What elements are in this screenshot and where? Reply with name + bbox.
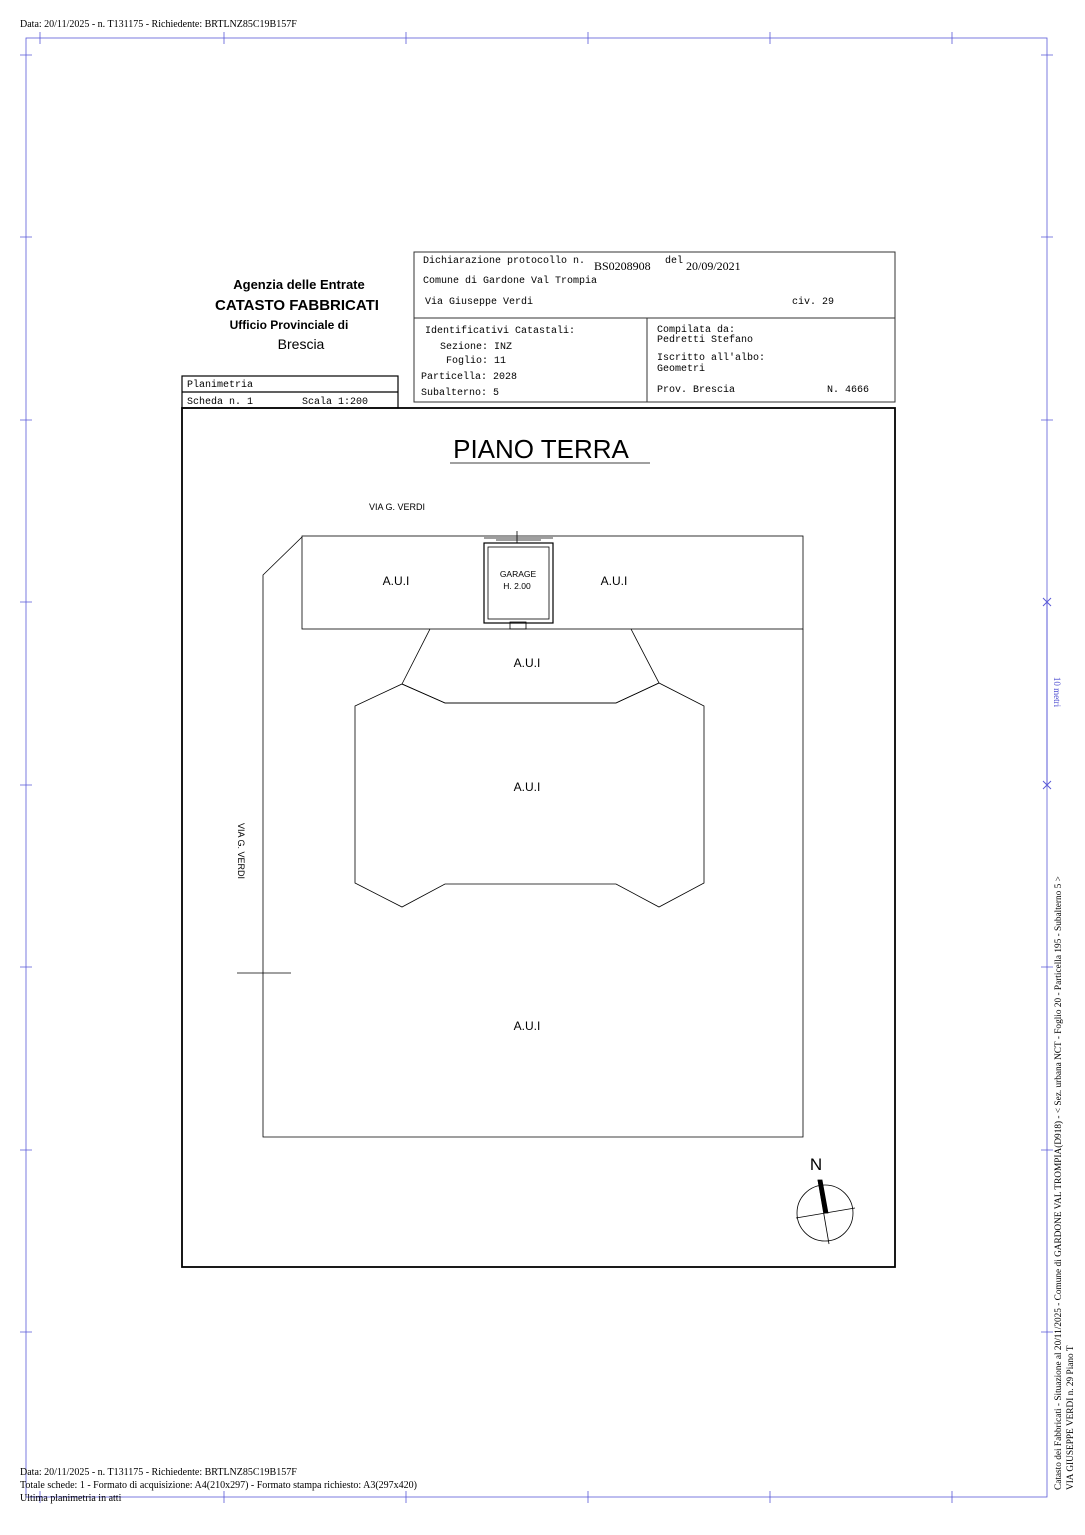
albo-value: Geometri: [657, 364, 706, 375]
floor-plan: [237, 531, 803, 1137]
date-label: del: [665, 256, 684, 267]
scale-bar: [1043, 598, 1051, 789]
foglio: Foglio: 11: [446, 356, 507, 367]
albo-label: Iscritto all'albo:: [657, 353, 766, 364]
scale-bar-label: 10 metri: [1052, 676, 1062, 708]
particella: Particella: 2028: [421, 372, 518, 383]
civic-number: civ. 29: [792, 297, 835, 308]
north-label: N: [809, 1155, 823, 1174]
room-label: A.U.I: [382, 574, 410, 588]
sheet-number: Scheda n. 1: [187, 397, 254, 408]
room-label: A.U.I: [513, 1019, 541, 1033]
registry-name: CATASTO FABBRICATI: [215, 297, 379, 314]
compiler-label: Compilata da:: [657, 325, 736, 336]
side-text-line2: VIA GIUSEPPE VERDI n. 29 Piano T: [1066, 1345, 1076, 1490]
agency-name: Agenzia delle Entrate: [233, 277, 365, 292]
garage-door: [484, 531, 553, 629]
side-text-line1: Catasto dei Fabbricati - Situazione al 20/11/2025 - Comune di GARDONE VAL TROMPIA(D918) - < Sez. urbana NCT - Foglio 20 - Particella 195 - Subalterno 5 >: [1054, 876, 1064, 1490]
compass-icon: [796, 1180, 855, 1244]
garage-label: GARAGE: [499, 569, 537, 579]
address: Via Giuseppe Verdi: [425, 297, 534, 308]
street-top: VIA G. VERDI: [368, 502, 426, 512]
header-line: Data: 20/11/2025 - n. T131175 - Richiedente: BRTLNZ85C19B157F: [20, 19, 297, 30]
date-value: 20/09/2021: [686, 259, 741, 273]
sezione: Sezione: INZ: [440, 342, 513, 353]
subalterno: Subalterno: 5: [421, 388, 500, 399]
room-label: A.U.I: [600, 574, 628, 588]
compiler-name: Pedretti Stefano: [657, 335, 754, 346]
compiler-province: Prov. Brescia: [657, 385, 736, 396]
identifiers-title: Identificativi Catastali:: [425, 326, 576, 337]
outer-frame: [20, 32, 1053, 1503]
protocol-value: BS0208908: [594, 259, 651, 273]
central-area: [355, 683, 704, 907]
lot-outline: [263, 537, 803, 1137]
protocol-label: Dichiarazione protocollo n.: [423, 256, 586, 267]
sheet-type: Planimetria: [187, 380, 254, 391]
footer-line3: Ultima planimetria in atti: [20, 1493, 122, 1504]
street-left: VIA G. VERDI: [236, 822, 246, 880]
garage-height: H. 2.00: [503, 581, 531, 591]
footer-line2: Totale schede: 1 - Formato di acquisizione: A4(210x297) - Formato stampa richiesto: A3(297x420): [20, 1480, 417, 1491]
footer-line1: Data: 20/11/2025 - n. T131175 - Richiedente: BRTLNZ85C19B157F: [20, 1467, 297, 1478]
room-label: A.U.I: [513, 656, 541, 670]
sheet-scale: Scala 1:200: [302, 397, 369, 408]
plan-title: PIANO TERRA: [453, 434, 629, 464]
comune: Comune di Gardone Val Trompia: [423, 276, 598, 287]
plan-frame: [182, 408, 895, 1267]
office-province: Brescia: [277, 336, 325, 352]
compiler-number: N. 4666: [827, 385, 870, 396]
office-label: Ufficio Provinciale di: [229, 318, 349, 332]
room-label: A.U.I: [513, 780, 541, 794]
